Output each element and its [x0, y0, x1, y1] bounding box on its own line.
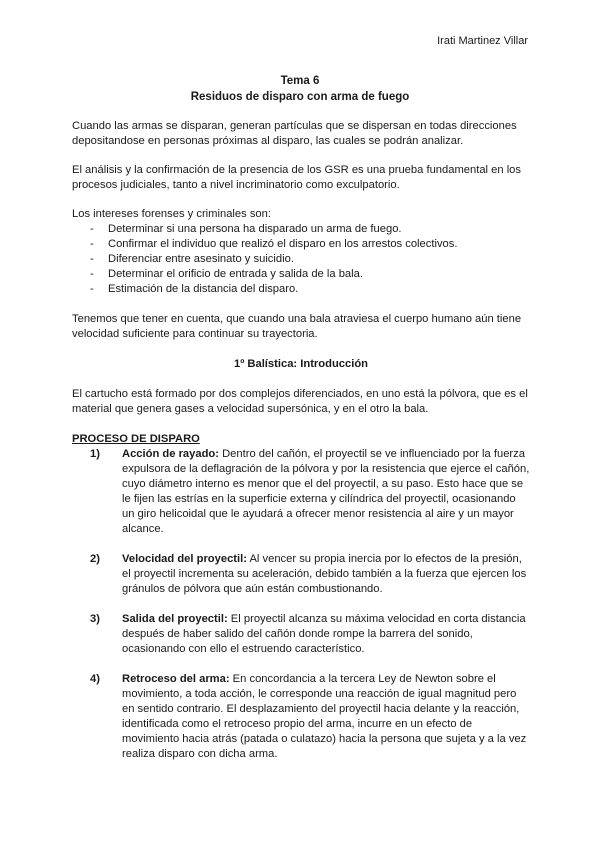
step-text: El proyectil alcanza su máxima velocidad en corta distancia después de haber salido del cañón donde rompe la barrera del sonido, ocasionando con ello el estruendo característico.	[122, 613, 526, 655]
step-title: Velocidad del proyectil:	[122, 553, 247, 565]
interests-lead: Los intereses forenses y criminales son:	[72, 208, 271, 220]
section-heading-proceso: PROCESO DE DISPARO	[72, 433, 200, 445]
step-text: En concordancia a la tercera Ley de Newton sobre el movimiento, a toda acción, le corresponde una reacción de igual magnitud pero en sentido contrario. El desplazamiento del proyectil hacia delante y la reacción, identificada como el retroceso propio del arma, incurre en un efecto de movimiento hacia atrás (patada o culatazo) hacia la persona que sujeta y a la vez realiza disparo con dicha arma.	[122, 673, 527, 760]
list-item: - Determinar si una persona ha disparado un arma de fuego.	[90, 222, 530, 237]
step-number: 1)	[90, 448, 100, 460]
list-item	[72, 672, 530, 762]
interests-list	[72, 222, 530, 297]
list-item: - Diferenciar entre asesinato y suicidio.	[90, 252, 530, 267]
intro-paragraph-3: Tenemos que tener en cuenta, que cuando una bala atraviesa el cuerpo humano aún tiene velocidad suficiente para continuar su trayectoria.	[72, 313, 522, 340]
list-item	[72, 612, 530, 657]
title-topic-name: Residuos de disparo con arma de fuego	[190, 91, 410, 103]
step-text: Al vencer su propia inercia por lo efectos de la presión, el proyectil incrementa su aceleración, debido también a la fuerza que ejercen los gránulos de pólvora que aún están combustionando.	[122, 553, 527, 595]
list-item: - Estimación de la distancia del disparo.	[90, 282, 530, 297]
list-item: - Confirmar el individuo que realizó el disparo en los arrestos colectivos.	[90, 237, 530, 252]
process-steps-list	[72, 447, 530, 762]
list-item: - Determinar el orificio de entrada y salida de la bala.	[90, 267, 530, 282]
step-text: Dentro del cañón, el proyectil se ve influenciado por la fuerza expulsora de la deflagración de la pólvora y por la resistencia que ejerce el cañón, cuyo diámetro interno es menor que el del proyectil, a su paso. Esto hace que se le fijen las estrías en la superficie externa y cilíndrica del proyectil, ocasionando un giro helicoidal que le ayudará a ofrecer menor resistencia al aire y un mayor alcance.	[122, 448, 530, 535]
intro-paragraph-2: El análisis y la confirmación de la presencia de los GSR es una prueba fundamental en los procesos judiciales, tanto a nivel incriminatorio como exculpatorio.	[72, 164, 521, 191]
list-item	[72, 447, 530, 537]
balistica-paragraph: El cartucho está formado por dos complejos diferenciados, en uno está la pólvora, que es el material que genera gases a velocidad supersónica, y en el otro la bala.	[72, 388, 528, 415]
intro-paragraph-1: Cuando las armas se disparan, generan partículas que se dispersan en todas direcciones depositandose en personas próximas al disparo, las cuales se podrán analizar.	[72, 120, 517, 147]
document-body	[72, 119, 530, 777]
author-name: Irati Martinez Villar	[437, 35, 528, 47]
step-title: Retroceso del arma:	[122, 673, 230, 685]
step-title: Salida del proyectil:	[122, 613, 228, 625]
title-topic-number: Tema 6	[280, 75, 320, 87]
list-item	[72, 552, 530, 597]
step-number: 4)	[90, 673, 100, 685]
section-heading-balistica: 1º Balística: Introducción	[233, 358, 368, 370]
step-number: 3)	[90, 613, 100, 625]
step-number: 2)	[90, 553, 100, 565]
document-title	[0, 73, 600, 105]
step-title: Acción de rayado:	[122, 448, 219, 460]
